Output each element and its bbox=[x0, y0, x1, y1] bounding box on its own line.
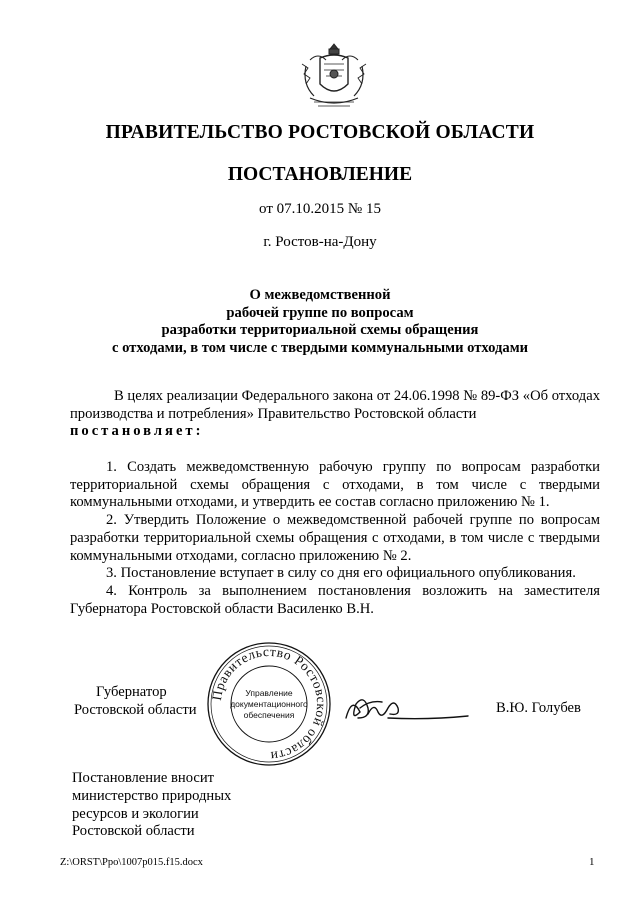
subject-line: О межведомственной bbox=[249, 287, 391, 303]
signatory-title bbox=[74, 683, 197, 719]
note-line: министерство природных bbox=[72, 787, 232, 804]
handwritten-signature bbox=[338, 688, 478, 728]
decree-item: 3. Постановление вступает в силу со дня его официального опубликования. bbox=[106, 565, 576, 582]
coat-of-arms-emblem-icon bbox=[296, 40, 372, 112]
submitter-note bbox=[72, 770, 231, 841]
document-type-title: ПОСТАНОВЛЕНИЕ bbox=[227, 164, 413, 185]
note-line: Постановление вносит bbox=[72, 770, 215, 786]
signatory-title-line: Губернатор bbox=[96, 684, 167, 700]
document-city: г. Ростов-на-Дону bbox=[263, 234, 377, 250]
signatory-name: В.Ю. Голубев bbox=[496, 700, 581, 716]
signatory-title-line: Ростовской области bbox=[74, 702, 197, 718]
subject-line: рабочей группе по вопросам bbox=[226, 304, 414, 321]
intro-paragraph bbox=[70, 388, 600, 441]
svg-text:обеспечения: обеспечения bbox=[243, 710, 295, 720]
subject-line: с отходами, в том числе с твердыми коммунальными отходами bbox=[111, 339, 529, 356]
svg-text:Правительство Ростовской облас: Правительство Ростовской области bbox=[208, 643, 330, 765]
subject-line: разработки территориальной схемы обращения bbox=[161, 322, 479, 338]
decree-item: 4. Контроль за выполнением постановления возложить на заместителя Губернатора Ростовской области Василенко В.Н. bbox=[70, 582, 600, 617]
note-line: Ростовской области bbox=[72, 823, 195, 840]
intro-text: В целях реализации Федерального закона от 24.06.1998 № 89-ФЗ «Об отходах производства и потребления» Правительство Ростовской области bbox=[70, 388, 600, 422]
decree-word: постановляет: bbox=[70, 423, 204, 440]
official-stamp-seal bbox=[205, 640, 333, 768]
decree-item: 1. Создать межведомственную рабочую группу по вопросам разработки территориальной схемы обращения с отходами, в том числе с твердыми коммунальными отходами, и утвердить ее состав согласно приложению № 1. bbox=[70, 459, 600, 511]
file-path-footer: Z:\ORST\Ppo\1007p015.f15.docx bbox=[60, 857, 203, 868]
organization-title: ПРАВИТЕЛЬСТВО РОСТОВСКОЙ ОБЛАСТИ bbox=[105, 122, 535, 143]
decree-items bbox=[70, 459, 600, 618]
note-line: ресурсов и экологии bbox=[72, 805, 199, 822]
svg-text:Управление: Управление bbox=[245, 688, 293, 698]
document-subject bbox=[0, 287, 640, 357]
document-number-date: от 07.10.2015 № 15 bbox=[259, 201, 381, 217]
svg-text:документационного: документационного bbox=[230, 699, 308, 709]
decree-item: 2. Утвердить Положение о межведомственной рабочей группе по вопросам разработки территориальной схемы обращения с отходами, в том числе с твердыми коммунальными отходами, согласно приложению № 2. bbox=[70, 512, 600, 564]
page-number: 1 bbox=[589, 856, 595, 868]
